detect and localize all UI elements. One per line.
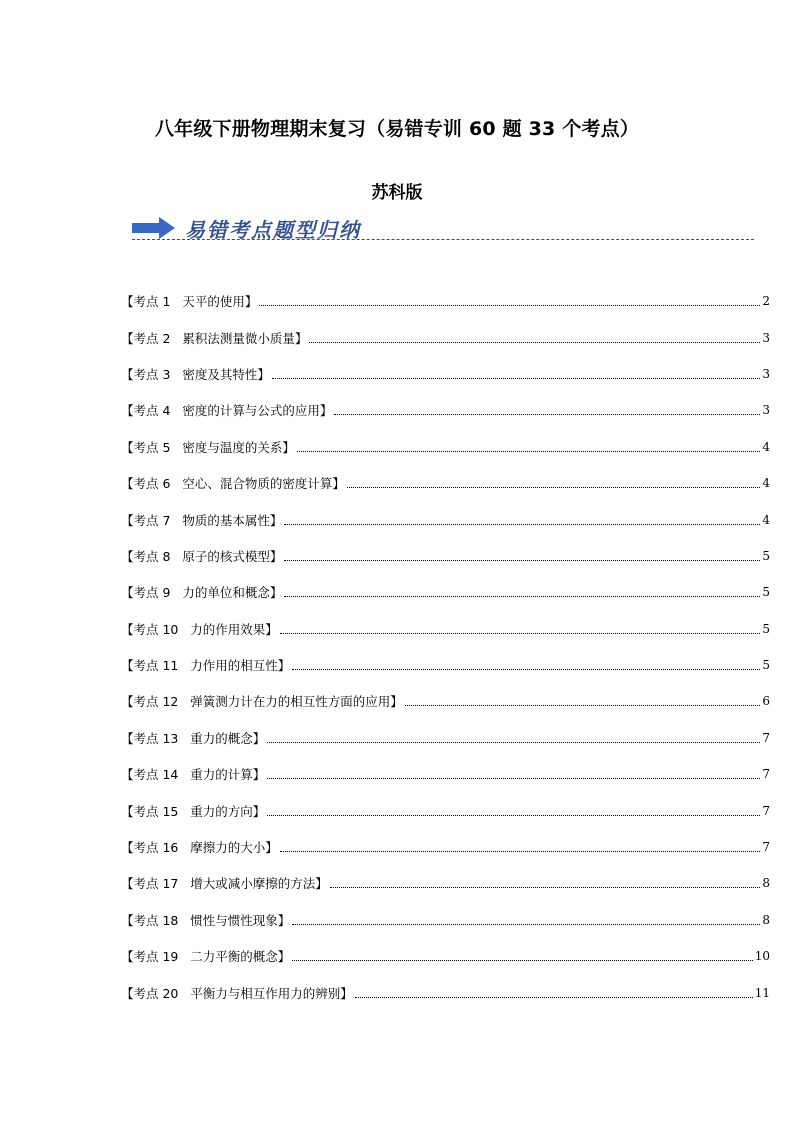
toc-page-number: 2 <box>762 294 770 309</box>
toc-entry[interactable] <box>121 792 770 828</box>
toc-page-number: 10 <box>754 949 770 964</box>
toc-leader-dots <box>267 806 760 816</box>
arrow-right-icon <box>132 217 176 239</box>
toc-page-number: 8 <box>762 876 770 891</box>
toc-entry-label: 【考点 8 原子的核式模型】 <box>121 548 283 564</box>
toc-entry[interactable] <box>121 974 770 1010</box>
toc-page-number: 6 <box>762 694 770 709</box>
toc-entry[interactable] <box>121 429 770 465</box>
toc-entry[interactable] <box>121 465 770 501</box>
toc-page-number: 7 <box>762 730 770 745</box>
toc-page-number: 8 <box>762 912 770 927</box>
toc-entry-label: 【考点 15 重力的方向】 <box>121 803 266 819</box>
toc-entry-label: 【考点 5 密度与温度的关系】 <box>121 439 295 455</box>
toc-page-number: 7 <box>762 803 770 818</box>
toc-entry[interactable] <box>121 829 770 865</box>
toc-entry[interactable] <box>121 538 770 574</box>
table-of-contents <box>121 283 770 1011</box>
toc-entry-label: 【考点 14 重力的计算】 <box>121 767 266 783</box>
toc-entry[interactable] <box>121 392 770 428</box>
toc-leader-dots <box>284 587 760 597</box>
toc-leader-dots <box>284 515 760 525</box>
toc-leader-dots <box>272 369 761 379</box>
toc-entry[interactable] <box>121 756 770 792</box>
toc-entry-label: 【考点 1 天平的使用】 <box>121 294 258 310</box>
toc-entry[interactable] <box>121 501 770 537</box>
toc-entry-label: 【考点 9 力的单位和概念】 <box>121 585 283 601</box>
toc-entry[interactable] <box>121 902 770 938</box>
toc-leader-dots <box>267 733 760 743</box>
toc-page-number: 3 <box>762 403 770 418</box>
toc-page-number: 3 <box>762 330 770 345</box>
section-banner <box>132 211 754 245</box>
banner-heading: 易错考点题型归纳 <box>185 218 361 242</box>
toc-entry[interactable] <box>121 938 770 974</box>
toc-page-number: 5 <box>762 621 770 636</box>
toc-page-number: 5 <box>762 548 770 563</box>
toc-leader-dots <box>297 442 761 452</box>
toc-entry[interactable] <box>121 720 770 756</box>
toc-leader-dots <box>355 988 753 998</box>
toc-entry-label: 【考点 11 力作用的相互性】 <box>121 658 291 674</box>
banner-divider <box>132 239 754 240</box>
toc-page-number: 7 <box>762 767 770 782</box>
toc-leader-dots <box>334 405 760 415</box>
toc-page-number: 4 <box>762 439 770 454</box>
toc-page-number: 5 <box>762 585 770 600</box>
toc-leader-dots <box>284 551 760 561</box>
toc-page-number: 11 <box>754 985 770 1000</box>
toc-entry-label: 【考点 16 摩擦力的大小】 <box>121 840 278 856</box>
document-subtitle: 苏科版 <box>371 183 423 203</box>
toc-leader-dots <box>405 696 761 706</box>
toc-entry[interactable] <box>121 283 770 319</box>
toc-page-number: 4 <box>762 512 770 527</box>
toc-entry-label: 【考点 18 惯性与惯性现象】 <box>121 912 291 928</box>
toc-entry-label: 【考点 2 累积法测量微小质量】 <box>121 330 308 346</box>
toc-leader-dots <box>259 296 760 306</box>
toc-entry[interactable] <box>121 611 770 647</box>
toc-entry[interactable] <box>121 574 770 610</box>
toc-entry-label: 【考点 10 力的作用效果】 <box>121 621 278 637</box>
toc-leader-dots <box>347 478 761 488</box>
document-title: 八年级下册物理期末复习（易错专训 60 题 33 个考点） <box>154 118 640 140</box>
toc-entry-label: 【考点 7 物质的基本属性】 <box>121 512 283 528</box>
toc-entry-label: 【考点 17 增大或减小摩擦的方法】 <box>121 876 328 892</box>
toc-entry-label: 【考点 19 二力平衡的概念】 <box>121 949 291 965</box>
toc-leader-dots <box>280 624 761 634</box>
toc-leader-dots <box>280 842 761 852</box>
toc-entry-label: 【考点 13 重力的概念】 <box>121 730 266 746</box>
toc-page-number: 4 <box>762 476 770 491</box>
toc-entry-label: 【考点 12 弹簧测力计在力的相互性方面的应用】 <box>121 694 403 710</box>
toc-entry-label: 【考点 6 空心、混合物质的密度计算】 <box>121 476 345 492</box>
toc-page-number: 5 <box>762 658 770 673</box>
toc-leader-dots <box>292 915 760 925</box>
toc-leader-dots <box>309 333 760 343</box>
toc-entry[interactable] <box>121 647 770 683</box>
toc-leader-dots <box>292 660 760 670</box>
toc-page-number: 7 <box>762 840 770 855</box>
toc-leader-dots <box>292 951 752 961</box>
toc-entry[interactable] <box>121 356 770 392</box>
toc-entry[interactable] <box>121 683 770 719</box>
toc-leader-dots <box>330 878 761 888</box>
toc-entry-label: 【考点 4 密度的计算与公式的应用】 <box>121 403 333 419</box>
toc-entry[interactable] <box>121 865 770 901</box>
toc-entry-label: 【考点 3 密度及其特性】 <box>121 366 270 382</box>
toc-page-number: 3 <box>762 366 770 381</box>
toc-entry-label: 【考点 20 平衡力与相互作用力的辨别】 <box>121 985 353 1001</box>
toc-entry[interactable] <box>121 319 770 355</box>
toc-leader-dots <box>267 769 760 779</box>
